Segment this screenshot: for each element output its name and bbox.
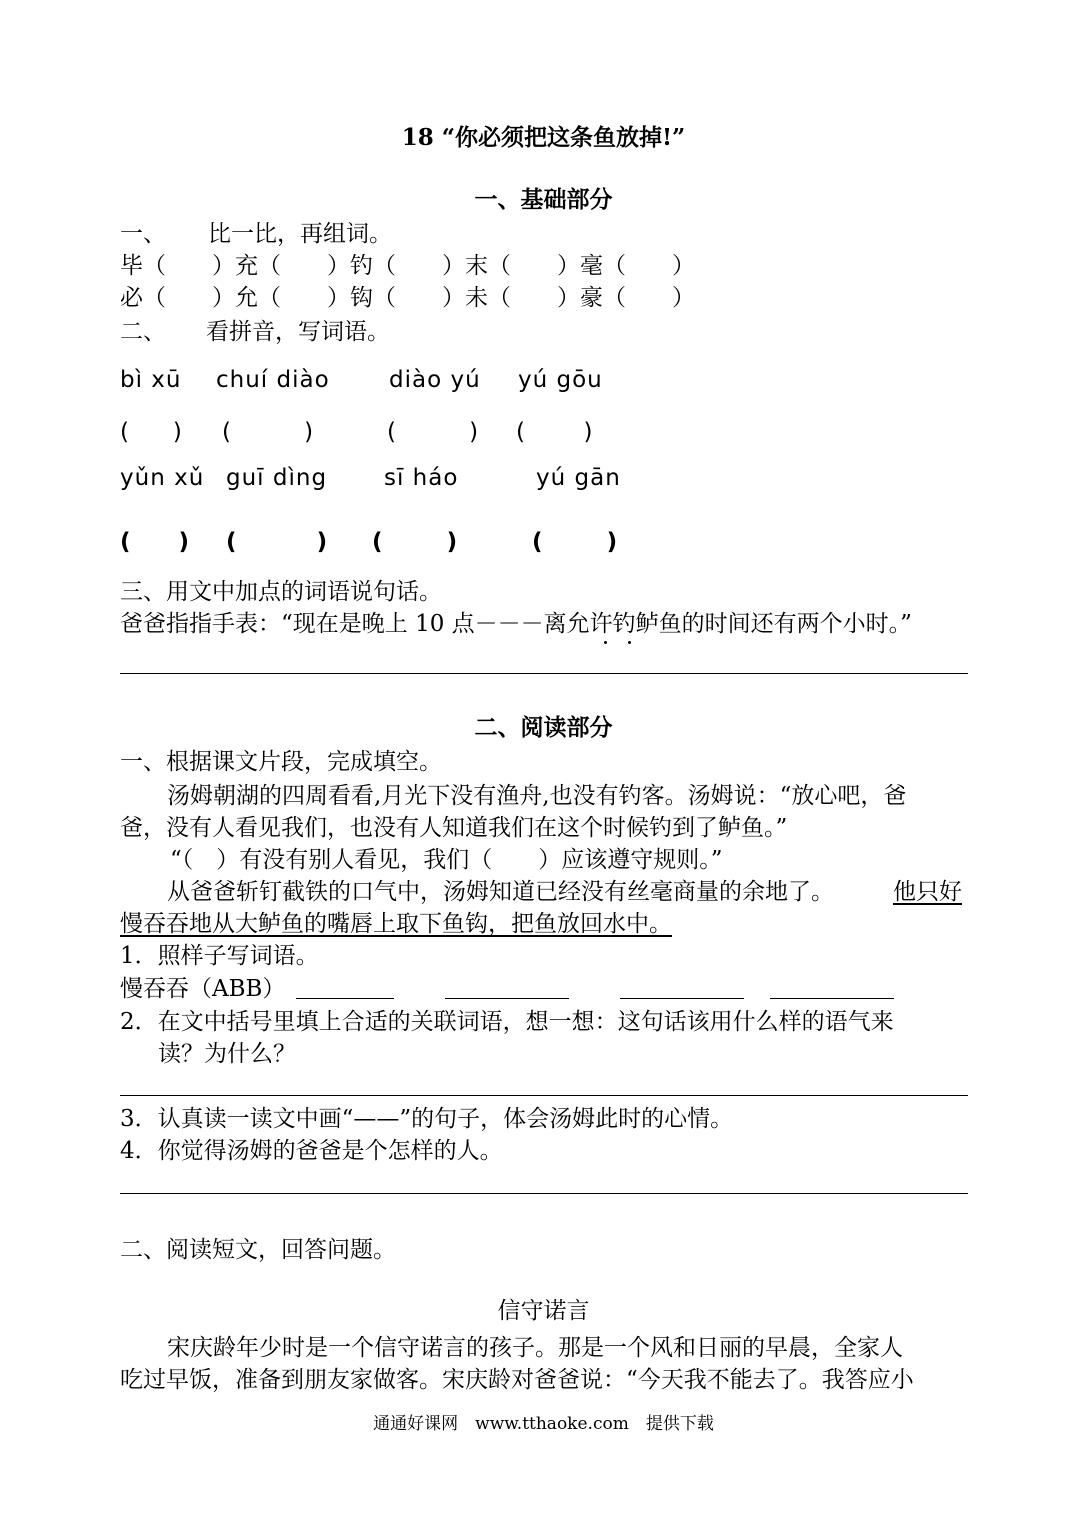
passage-line: 爸，没有人看见我们，也没有人知道我们在这个时候钓到了鲈鱼。” xyxy=(120,815,788,841)
passage-line: “（ ）有没有别人看见，我们（ ）应该遵守规则。” xyxy=(170,847,723,873)
emphasis-dot xyxy=(628,641,631,644)
answer-bracket: ( ) xyxy=(120,529,190,555)
page-title: 18 “你必须把这条鱼放掉!” xyxy=(401,124,686,151)
compare-row-2: 必（ ）允（ ）钩（ ）未（ ）豪（ ） xyxy=(120,285,695,311)
answer-line xyxy=(120,1193,968,1194)
answer-bracket: ( ) xyxy=(120,419,182,445)
pinyin-item: sī háo xyxy=(384,465,459,491)
sub-question: 1．照样子写词语。 xyxy=(120,943,319,969)
question-text: 比一比，再组词。 xyxy=(208,221,392,247)
pinyin-item: diào yú xyxy=(389,367,481,393)
passage-line: 从爸爸斩钉截铁的口气中，汤姆知道已经没有丝毫商量的余地了。 xyxy=(167,879,834,905)
sub-question: 4．你觉得汤姆的爸爸是个怎样的人。 xyxy=(120,1138,503,1164)
passage-line: 吃过早饭，准备到朋友家做客。宋庆龄对爸爸说：“今天我不能去了。我答应小 xyxy=(120,1367,914,1393)
question-text: 二、阅读短文，回答问题。 xyxy=(120,1237,396,1263)
question-text: 一、根据课文片段，完成填空。 xyxy=(120,749,442,775)
answer-bracket: ( ) xyxy=(532,529,618,555)
question-text: 看拼音，写词语。 xyxy=(206,319,390,345)
pinyin-item: yú gōu xyxy=(518,367,603,393)
passage-line: 汤姆朝湖的四周看看,月光下没有渔舟,也没有钓客。汤姆说：“放心吧，爸 xyxy=(167,783,907,809)
answer-bracket: ( ) xyxy=(226,529,328,555)
section-heading-basic: 一、基础部分 xyxy=(474,186,613,213)
sub-question: 读？为什么？ xyxy=(158,1041,296,1067)
sub-question: 3．认真读一读文中画“——”的句子，体会汤姆此时的心情。 xyxy=(120,1106,734,1132)
answer-bracket: ( ) xyxy=(222,419,314,445)
section-heading-reading: 二、阅读部分 xyxy=(474,714,613,741)
compare-row-1: 毕（ ）充（ ）钓（ ）末（ ）毫（ ） xyxy=(120,253,695,279)
sub-question: 2．在文中括号里填上合适的关联词语，想一想：这句话该用什么样的语气来 xyxy=(120,1009,894,1035)
passage-line: 宋庆龄年少时是一个信守诺言的孩子。那是一个风和日丽的早晨，全家人 xyxy=(167,1335,903,1361)
question-label: 二、 xyxy=(120,319,166,345)
pinyin-item: yú gān xyxy=(536,465,621,491)
underlined-sentence: 慢吞吞地从大鲈鱼的嘴唇上取下鱼钩，把鱼放回水中。 xyxy=(120,911,672,937)
fill-blank xyxy=(296,998,394,999)
pinyin-item: yǔn xǔ xyxy=(120,465,205,491)
sub-question-example: 慢吞吞（ABB） xyxy=(120,976,286,1002)
fill-blank xyxy=(445,998,569,999)
example-sentence: 爸爸指指手表：“现在是晚上 10 点－－－离允许钓鲈鱼的时间还有两个小时。” xyxy=(120,611,912,637)
answer-line xyxy=(120,673,968,674)
story-title: 信守诺言 xyxy=(497,1298,590,1324)
pinyin-item: bì xū xyxy=(120,367,182,393)
pinyin-item: guī dìng xyxy=(226,465,328,491)
underlined-sentence: 他只好 xyxy=(893,879,962,905)
footer: 通通好课网 www.tthaoke.com 提供下载 xyxy=(373,1414,714,1434)
answer-line xyxy=(120,1095,968,1096)
question-label: 一、 xyxy=(120,221,166,247)
pinyin-item: chuí diào xyxy=(216,367,330,393)
answer-bracket: ( ) xyxy=(372,529,458,555)
answer-bracket: ( ) xyxy=(387,419,479,445)
emphasis-dot xyxy=(604,641,607,644)
fill-blank xyxy=(770,998,894,999)
fill-blank xyxy=(620,998,744,999)
answer-bracket: ( ) xyxy=(516,419,593,445)
question-text: 三、用文中加点的词语说句话。 xyxy=(120,579,442,605)
